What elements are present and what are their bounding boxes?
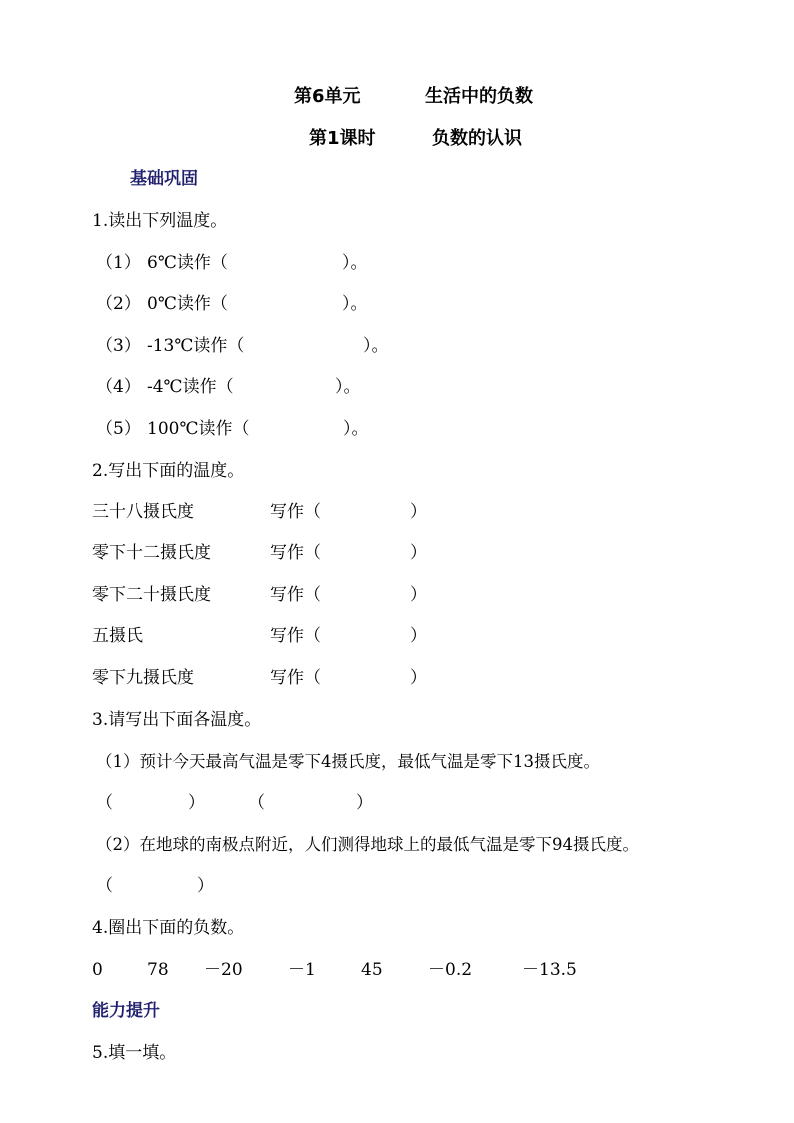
- q3-title: 3.请写出下面各温度。: [92, 710, 262, 730]
- q3-item-2: （2）在地球的南极点附近，人们测得地球上的最低气温是零下94摄氏度。: [96, 835, 639, 854]
- q1-item-1-text: 6℃读作（: [147, 253, 228, 273]
- q4-number-5[interactable]: 45: [361, 960, 383, 980]
- q4-number-4[interactable]: －1: [288, 960, 316, 980]
- q3-item-1-blank-a-open: （: [96, 793, 113, 813]
- q2-item-2-close: ）: [410, 543, 427, 563]
- q2-item-2: 零下十二摄氏度: [92, 543, 211, 563]
- q2-item-1: 三十八摄氏度: [92, 502, 194, 522]
- q2-item-3: 零下二十摄氏度: [92, 585, 211, 605]
- q2-title: 2.写出下面的温度。: [92, 461, 245, 481]
- q1-item-5-num: （5）: [96, 419, 141, 439]
- q1-item-1-close: ）。: [342, 253, 368, 273]
- q2-item-1-write: 写作（: [270, 502, 321, 522]
- lesson-title: 负数的认识: [432, 128, 522, 149]
- q4-number-2[interactable]: 78: [147, 960, 169, 980]
- q1-item-3-num: （3）: [96, 336, 141, 356]
- q1-item-4-close: ）。: [335, 377, 361, 397]
- q2-item-1-close: ）: [410, 502, 427, 522]
- unit-title: 生活中的负数: [425, 86, 533, 107]
- q1-item-3-close: ）。: [363, 336, 389, 356]
- q2-item-4: 五摄氏: [92, 626, 143, 646]
- section-basic: 基础巩固: [130, 169, 198, 189]
- q4-number-6[interactable]: －0.2: [428, 960, 473, 980]
- q4-title: 4.圈出下面的负数。: [92, 918, 245, 938]
- q1-item-4-text: -4℃读作（: [147, 377, 234, 397]
- q2-item-3-close: ）: [410, 585, 427, 605]
- q3-item-2-blank-close: ）: [197, 876, 214, 896]
- q1-item-1-num: （1）: [96, 253, 141, 273]
- q5-title: 5.填一填。: [92, 1043, 177, 1063]
- q4-number-3[interactable]: －20: [204, 960, 243, 980]
- q3-item-1-blank-b-open: （: [248, 793, 265, 813]
- q2-item-2-write: 写作（: [270, 543, 321, 563]
- q3-item-1: （1）预计今天最高气温是零下4摄氏度，最低气温是零下13摄氏度。: [96, 752, 600, 771]
- q2-item-4-write: 写作（: [270, 626, 321, 646]
- q4-number-7[interactable]: －13.5: [522, 960, 577, 980]
- q2-item-5-write: 写作（: [270, 668, 321, 688]
- q1-item-2-text: 0℃读作（: [147, 294, 228, 314]
- q3-item-2-blank-open: （: [96, 876, 113, 896]
- q2-item-3-write: 写作（: [270, 585, 321, 605]
- unit-label: 第6单元: [294, 86, 361, 107]
- q4-number-1[interactable]: 0: [92, 960, 103, 980]
- q1-item-2-num: （2）: [96, 294, 141, 314]
- q2-item-4-close: ）: [410, 626, 427, 646]
- q1-item-5-close: ）。: [343, 419, 369, 439]
- q1-item-2-close: ）。: [342, 294, 368, 314]
- lesson-label: 第1课时: [309, 128, 376, 149]
- q1-item-3-text: -13℃读作（: [147, 336, 245, 356]
- q1-item-5-text: 100℃读作（: [147, 419, 250, 439]
- q2-item-5-close: ）: [410, 668, 427, 688]
- section-advanced: 能力提升: [92, 1001, 160, 1021]
- q3-item-1-blank-a-close: ）: [188, 793, 205, 813]
- q3-item-1-blank-b-close: ）: [356, 793, 373, 813]
- q2-item-5: 零下九摄氏度: [92, 668, 194, 688]
- q1-item-4-num: （4）: [96, 377, 141, 397]
- q1-title: 1.读出下列温度。: [92, 211, 228, 231]
